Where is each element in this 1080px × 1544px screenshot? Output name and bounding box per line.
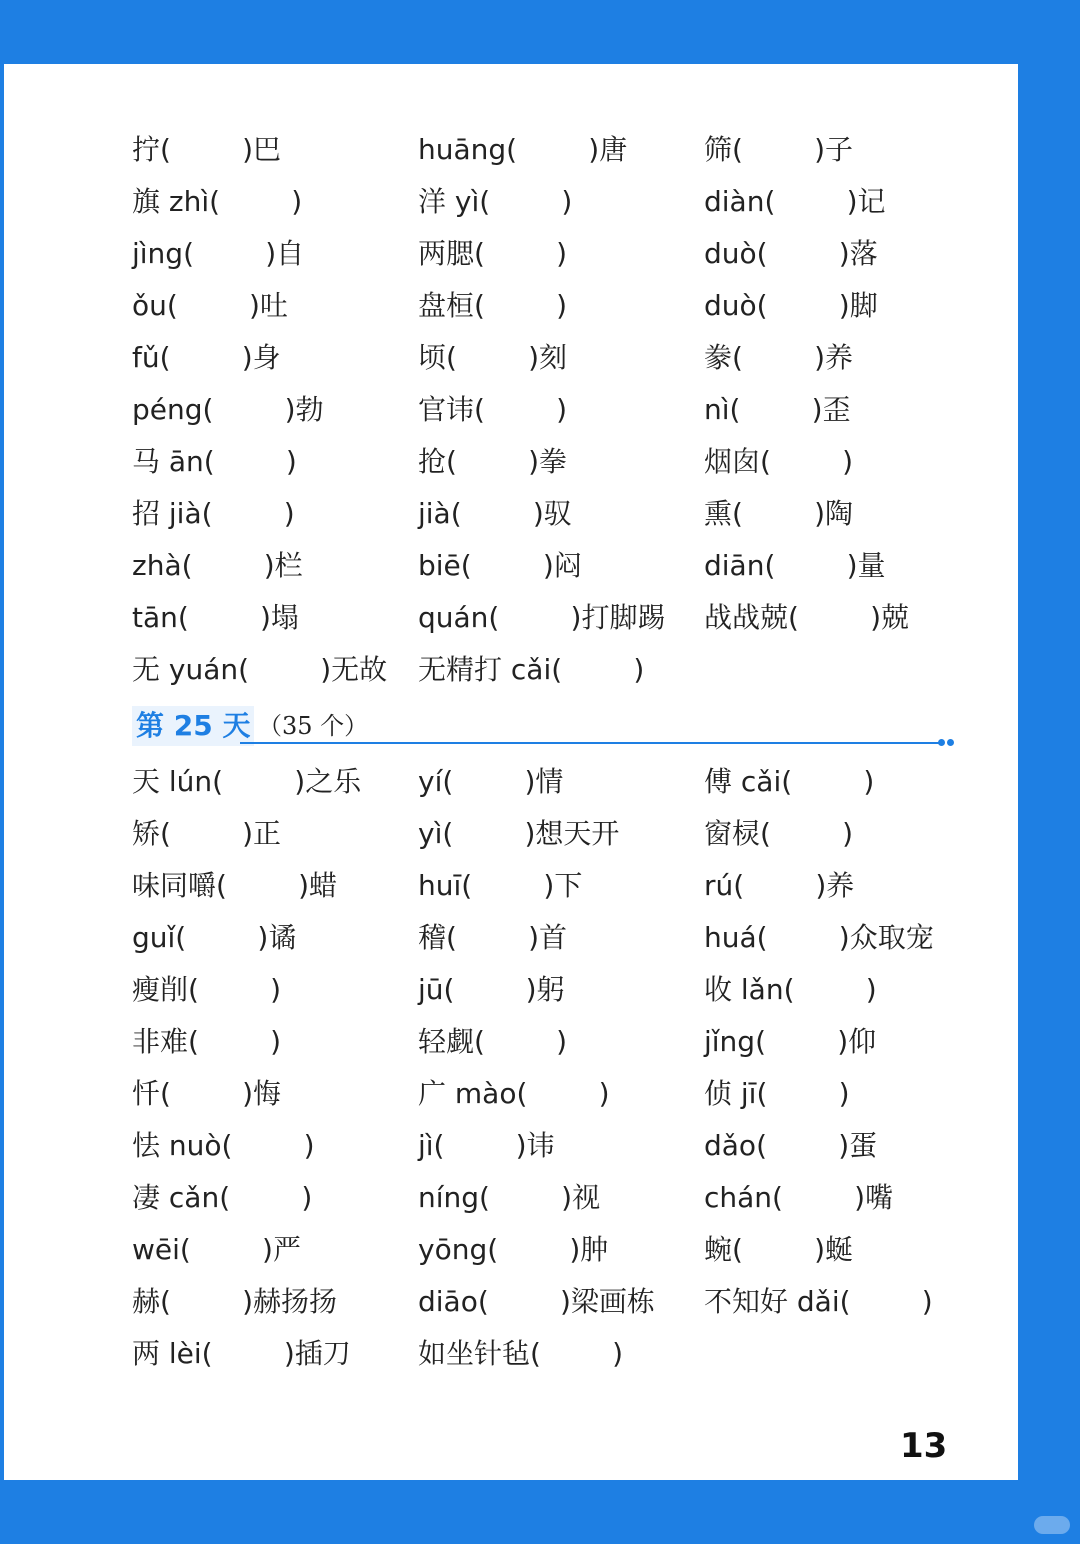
list-item: 抢( )拳 — [418, 445, 568, 478]
workbook-page — [4, 64, 1018, 1480]
list-item: jià( )驭 — [418, 497, 572, 530]
header-divider — [240, 742, 940, 744]
day-count: （35 个） — [258, 712, 369, 740]
list-item: huá( )众取宠 — [704, 921, 934, 954]
list-item: quán( )打脚踢 — [418, 601, 666, 634]
list-item: duò( )脚 — [704, 289, 878, 322]
list-item: 如坐针毡( ) — [418, 1337, 624, 1370]
list-item: yì( )想天开 — [418, 817, 620, 850]
list-item: 味同嚼( )蜡 — [132, 869, 338, 902]
list-item: 收 lǎn( ) — [704, 973, 877, 1006]
list-item: chán( )嘴 — [704, 1181, 894, 1214]
list-item: 顷( )刻 — [418, 341, 568, 374]
list-item: 不知好 dǎi( ) — [704, 1285, 933, 1318]
list-item: yí( )情 — [418, 765, 564, 798]
list-item: 盘桓( ) — [418, 289, 568, 322]
list-item: wēi( )严 — [132, 1233, 301, 1266]
list-item: 洋 yì( ) — [418, 185, 573, 218]
list-item: 忏( )悔 — [132, 1077, 282, 1110]
list-item: 窗棂( ) — [704, 817, 854, 850]
list-item: diàn( )记 — [704, 185, 886, 218]
word-grid-top — [132, 124, 990, 696]
list-item: 瘦削( ) — [132, 973, 282, 1006]
list-item: rú( )养 — [704, 869, 855, 902]
list-item: 熏( )陶 — [704, 497, 854, 530]
dot-icon — [947, 739, 954, 746]
list-item: 傅 cǎi( ) — [704, 765, 875, 798]
list-item: 怯 nuò( ) — [132, 1129, 315, 1162]
list-item: ǒu( )吐 — [132, 289, 288, 322]
list-item: jū( )躬 — [418, 973, 565, 1006]
list-item: jì( )讳 — [418, 1129, 555, 1162]
list-item: 旗 zhì( ) — [132, 185, 303, 218]
day-label: 第 25 天 — [132, 706, 254, 746]
list-item: yōng( )肿 — [418, 1233, 609, 1266]
list-item: huāng( )唐 — [418, 133, 628, 166]
list-item: jǐng( )仰 — [704, 1025, 877, 1058]
list-item: 侦 jī( ) — [704, 1077, 850, 1110]
list-item: guǐ( )谲 — [132, 921, 297, 954]
dot-icon — [938, 739, 945, 746]
list-item: 广 mào( ) — [418, 1077, 610, 1110]
list-item: 招 jià( ) — [132, 497, 295, 530]
list-item: 稽( )首 — [418, 921, 568, 954]
list-item: jìng( )自 — [132, 237, 305, 270]
list-item: 官讳( ) — [418, 393, 568, 426]
list-item: 非难( ) — [132, 1025, 282, 1058]
list-item: 两腮( ) — [418, 237, 568, 270]
list-item: 马 ān( ) — [132, 445, 297, 478]
list-item: diān( )量 — [704, 549, 886, 582]
list-item: zhà( )栏 — [132, 549, 303, 582]
list-item: 筛( )子 — [704, 133, 854, 166]
list-item: 烟囱( ) — [704, 445, 854, 478]
list-item: nì( )歪 — [704, 393, 851, 426]
list-item: 轻觑( ) — [418, 1025, 568, 1058]
watermark-icon — [1034, 1516, 1070, 1534]
list-item: 无精打 cǎi( ) — [418, 653, 645, 686]
list-item: 凄 cǎn( ) — [132, 1181, 313, 1214]
list-item: tān( )塌 — [132, 601, 299, 634]
page-number: 13 — [900, 1426, 948, 1466]
list-item: 两 lèi( )插刀 — [132, 1337, 351, 1370]
list-item: diāo( )梁画栋 — [418, 1285, 655, 1318]
list-item: fǔ( )身 — [132, 341, 281, 374]
list-item: duò( )落 — [704, 237, 878, 270]
list-item: 天 lún( )之乐 — [132, 765, 362, 798]
list-item: 蜿( )蜒 — [704, 1233, 854, 1266]
list-item: níng( )视 — [418, 1181, 601, 1214]
list-item: 无 yuán( )无故 — [132, 653, 388, 686]
list-item: 拧( )巴 — [132, 133, 282, 166]
list-item: 豢( )养 — [704, 341, 854, 374]
day-header — [132, 706, 954, 746]
list-item: dǎo( )蛋 — [704, 1129, 878, 1162]
word-grid-bottom — [132, 756, 990, 1380]
list-item: biē( )闷 — [418, 549, 582, 582]
list-item: 赫( )赫扬扬 — [132, 1285, 338, 1318]
list-item: péng( )勃 — [132, 393, 324, 426]
list-item: 矫( )正 — [132, 817, 282, 850]
list-item: huī( )下 — [418, 869, 583, 902]
list-item: 战战兢( )兢 — [704, 601, 910, 634]
